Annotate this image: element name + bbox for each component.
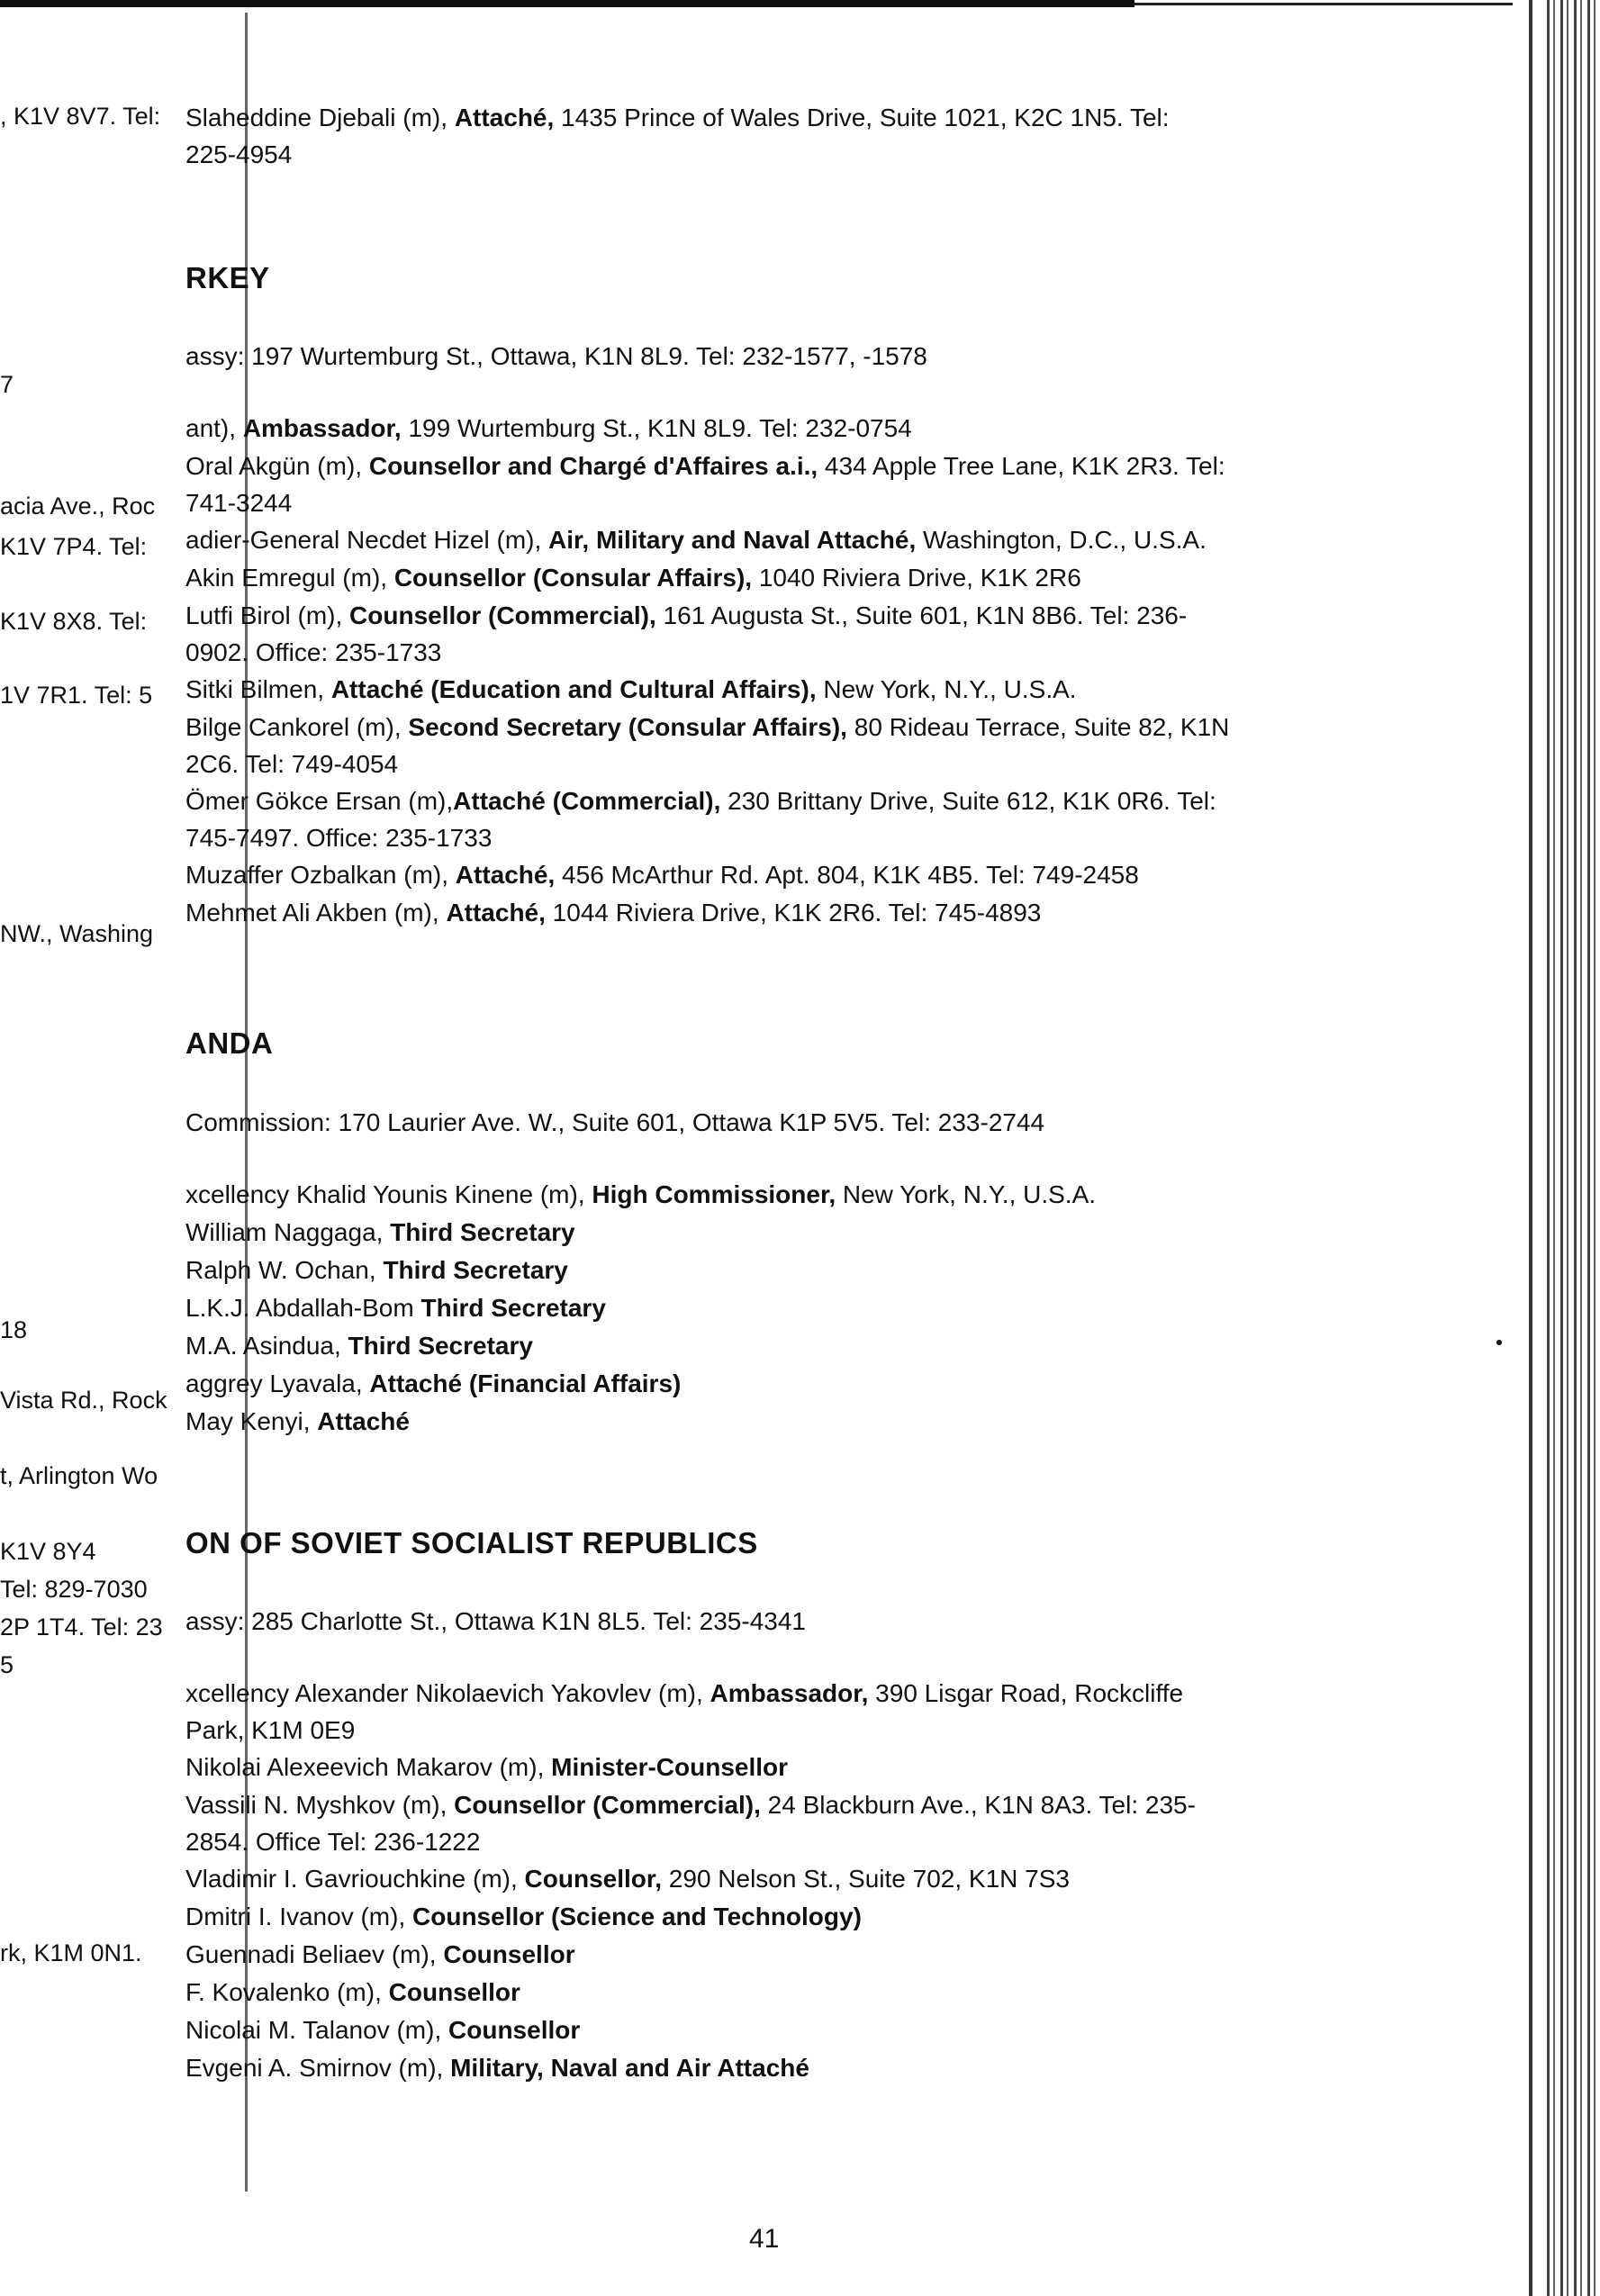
entry-name: adier-General Necdet Hizel (m), bbox=[185, 526, 549, 554]
entry-detail: 1435 Prince of Wales Drive, Suite 1021, K2C 1N5. Tel: bbox=[554, 104, 1170, 131]
entry-name: William Naggaga, bbox=[185, 1218, 391, 1246]
entry-name: ant), bbox=[185, 414, 243, 442]
entry-title: Third Secretary bbox=[348, 1332, 533, 1360]
entry bbox=[185, 2049, 1536, 2087]
left-fragment: 2P 1T4. Tel: 23 bbox=[0, 1614, 163, 1641]
entry bbox=[185, 1365, 1536, 1403]
entry-detail: 80 Rideau Terrace, Suite 82, K1N bbox=[846, 713, 1230, 741]
entry-name: L.K.J. Abdallah-Bom bbox=[185, 1294, 421, 1322]
left-fragment: K1V 8X8. Tel: bbox=[0, 608, 148, 635]
entry-name: Vassili N. Myshkov (m), bbox=[185, 1791, 455, 1819]
embassy-line: assy: 197 Wurtemburg St., Ottawa, K1N 8L9. Tel: 232-1577, -1578 bbox=[185, 342, 927, 370]
entry bbox=[185, 671, 1536, 709]
entry-title: Ambassador, bbox=[242, 414, 402, 442]
country-heading: RKEY bbox=[185, 261, 270, 294]
entry-name: M.A. Asindua, bbox=[185, 1332, 348, 1360]
entry-title: Military, Naval and Air Attaché bbox=[450, 2054, 809, 2082]
entry-title: Third Secretary bbox=[383, 1256, 568, 1284]
left-fragment: , K1V 8V7. Tel: bbox=[0, 103, 161, 130]
country-heading: ON OF SOVIET SOCIALIST REPUBLICS bbox=[185, 1526, 758, 1559]
left-fragment: 7 bbox=[0, 371, 14, 398]
entry-name: F. Kovalenko (m), bbox=[185, 1978, 389, 2006]
entry-detail: 390 Lisgar Road, Rockcliffe bbox=[868, 1679, 1184, 1707]
entry-title: Attaché (Financial Affairs) bbox=[369, 1369, 682, 1397]
entry-detail: 1044 Riviera Drive, K1K 2R6. Tel: 745-4893 bbox=[545, 899, 1042, 927]
section-uganda bbox=[185, 1026, 1536, 1061]
entry-name: Bilge Cankorel (m), bbox=[185, 713, 409, 741]
entry-detail: 24 Blackburn Ave., K1N 8A3. Tel: 235- bbox=[760, 1791, 1196, 1819]
entry-detail: New York, N.Y., U.S.A. bbox=[836, 1180, 1097, 1208]
entry-detail: 456 McArthur Rd. Apt. 804, K1K 4B5. Tel: 749-2458 bbox=[555, 861, 1139, 889]
entry-continuation: 2C6. Tel: 749-4054 bbox=[185, 750, 399, 778]
entry-name: xcellency Alexander Nikolaevich Yakovlev (m), bbox=[185, 1679, 710, 1707]
entry-title: Counsellor and Chargé d'Affaires a.i., bbox=[368, 452, 818, 480]
entry-title: Attaché, bbox=[446, 899, 546, 927]
entry-title: Ambassador, bbox=[710, 1679, 869, 1707]
entry-continuation: Park, K1M 0E9 bbox=[185, 1716, 356, 1744]
ussr-entries bbox=[185, 1675, 1536, 2087]
entry-continuation: 2854. Office Tel: 236-1222 bbox=[185, 1828, 481, 1856]
entry-title: Third Secretary bbox=[390, 1218, 575, 1246]
scan-top-edge bbox=[0, 0, 1134, 7]
entry-name: Vladimir I. Gavriouchkine (m), bbox=[185, 1865, 525, 1893]
entry bbox=[185, 2011, 1536, 2049]
entry-title: Third Secretary bbox=[420, 1294, 606, 1322]
embassy-line: Commission: 170 Laurier Ave. W., Suite 601, Ottawa K1P 5V5. Tel: 233-2744 bbox=[185, 1108, 1045, 1136]
entry-continuation: 0902. Office: 235-1733 bbox=[185, 638, 442, 666]
entry bbox=[185, 447, 1536, 485]
entry-detail: 290 Nelson St., Suite 702, K1N 7S3 bbox=[662, 1865, 1070, 1893]
left-fragment: t, Arlington Wo bbox=[0, 1462, 158, 1489]
entry-title: Attaché, bbox=[455, 861, 556, 889]
entry-detail: 230 Brittany Drive, Suite 612, K1K 0R6. Tel: bbox=[720, 787, 1216, 815]
entry bbox=[185, 1327, 1536, 1365]
entry bbox=[185, 559, 1536, 597]
entry-detail: Washington, D.C., U.S.A. bbox=[916, 526, 1207, 554]
entry bbox=[185, 521, 1536, 559]
entry-title: Air, Military and Naval Attaché, bbox=[548, 526, 917, 554]
entry bbox=[185, 1749, 1536, 1786]
entry-title: Counsellor bbox=[388, 1978, 520, 2006]
embassy-line: assy: 285 Charlotte St., Ottawa K1N 8L5. Tel: 235-4341 bbox=[185, 1607, 806, 1635]
country-heading: ANDA bbox=[185, 1026, 274, 1060]
entry-name: Guennadi Beliaev (m), bbox=[185, 1940, 444, 1968]
entry bbox=[185, 1289, 1536, 1327]
entry-name: Slaheddine Djebali (m), bbox=[185, 104, 455, 131]
entry-title: Counsellor (Science and Technology) bbox=[412, 1903, 862, 1930]
entry-name: May Kenyi, bbox=[185, 1407, 318, 1435]
entry-title: Attaché, bbox=[454, 104, 555, 131]
entry-name: Mehmet Ali Akben (m), bbox=[185, 899, 447, 927]
entry-title: Attaché bbox=[317, 1407, 410, 1435]
left-fragment: NW., Washing bbox=[0, 920, 154, 947]
turkey-entries bbox=[185, 410, 1536, 932]
page-number: 41 bbox=[749, 2224, 780, 2254]
entry-name: xcellency Khalid Younis Kinene (m), bbox=[185, 1180, 592, 1208]
entry-title: Counsellor bbox=[443, 1940, 575, 1968]
left-fragment: 5 bbox=[0, 1651, 14, 1678]
entry-name: Oral Akgün (m), bbox=[185, 452, 369, 480]
entry-title: Counsellor (Commercial), bbox=[454, 1791, 761, 1819]
entry-title: Counsellor, bbox=[524, 1865, 663, 1893]
entry-name: Akin Emregul (m), bbox=[185, 564, 394, 592]
entry-title: Attaché (Commercial), bbox=[453, 787, 721, 815]
entry bbox=[185, 1974, 1536, 2011]
scan-right-edge bbox=[1541, 0, 1600, 2296]
entry-continuation: 225-4954 bbox=[185, 140, 293, 168]
entry-name: Muzaffer Ozbalkan (m), bbox=[185, 861, 456, 889]
entry bbox=[185, 709, 1536, 746]
turkey-embassy bbox=[185, 338, 1536, 375]
left-fragment: Vista Rd., Rock bbox=[0, 1387, 167, 1414]
section-ussr bbox=[185, 1526, 1536, 1560]
entry-detail: 161 Augusta St., Suite 601, K1N 8B6. Tel: 236- bbox=[655, 601, 1188, 629]
entry bbox=[185, 1176, 1536, 1214]
entry-continuation: 741-3244 bbox=[185, 489, 293, 517]
entry-detail: 199 Wurtemburg St., K1N 8L9. Tel: 232-0754 bbox=[401, 414, 912, 442]
entry bbox=[185, 1252, 1536, 1289]
entry bbox=[185, 894, 1536, 932]
entry-continuation: 745-7497. Office: 235-1733 bbox=[185, 824, 493, 852]
left-fragment: 18 bbox=[0, 1316, 28, 1343]
entry bbox=[185, 1860, 1536, 1898]
entry-title: High Commissioner, bbox=[592, 1180, 836, 1208]
entry bbox=[185, 1898, 1536, 1936]
entry bbox=[185, 1786, 1536, 1824]
left-fragment: acia Ave., Roc bbox=[0, 493, 156, 520]
entry-name: Lutfi Birol (m), bbox=[185, 601, 350, 629]
entry-title: Counsellor bbox=[448, 2016, 581, 2044]
entry-title: Minister-Counsellor bbox=[551, 1753, 789, 1781]
uganda-embassy bbox=[185, 1104, 1536, 1142]
left-fragment: Tel: 829-7030 bbox=[0, 1576, 148, 1603]
section-tunisia-tail bbox=[185, 99, 1536, 173]
entry bbox=[185, 99, 1536, 137]
entry-title: Attaché (Education and Cultural Affairs), bbox=[330, 675, 817, 703]
entry-name: Evgeni A. Smirnov (m), bbox=[185, 2054, 451, 2082]
entry-name: Ömer Gökce Ersan (m), bbox=[185, 787, 454, 815]
uganda-entries bbox=[185, 1176, 1536, 1441]
entry-detail: New York, N.Y., U.S.A. bbox=[816, 675, 1077, 703]
entry-name: aggrey Lyavala, bbox=[185, 1369, 370, 1397]
entry bbox=[185, 856, 1536, 894]
entry-title: Second Secretary (Consular Affairs), bbox=[408, 713, 847, 741]
left-fragment: 1V 7R1. Tel: 5 bbox=[0, 682, 153, 709]
left-fragment: K1V 7P4. Tel: bbox=[0, 533, 148, 560]
entry-title: Counsellor (Commercial), bbox=[349, 601, 656, 629]
entry bbox=[185, 1675, 1536, 1713]
entry-name: Nikolai Alexeevich Makarov (m), bbox=[185, 1753, 552, 1781]
entry bbox=[185, 597, 1536, 635]
scan-top-edge-thin bbox=[1134, 3, 1513, 5]
left-fragment: rk, K1M 0N1. bbox=[0, 1939, 142, 1966]
entry-name: Dmitri I. Ivanov (m), bbox=[185, 1903, 413, 1930]
entry-name: Nicolai M. Talanov (m), bbox=[185, 2016, 449, 2044]
entry bbox=[185, 1936, 1536, 1974]
left-fragment: K1V 8Y4 bbox=[0, 1538, 96, 1565]
entry-name: Sitki Bilmen, bbox=[185, 675, 331, 703]
section-turkey bbox=[185, 261, 1536, 295]
entry-title: Counsellor (Consular Affairs), bbox=[393, 564, 753, 592]
entry bbox=[185, 1403, 1536, 1441]
entry-name: Ralph W. Ochan, bbox=[185, 1256, 384, 1284]
entry-detail: 1040 Riviera Drive, K1K 2R6 bbox=[752, 564, 1081, 592]
entry bbox=[185, 1214, 1536, 1252]
ussr-embassy bbox=[185, 1603, 1536, 1641]
entry-detail: 434 Apple Tree Lane, K1K 2R3. Tel: bbox=[818, 452, 1225, 480]
entry bbox=[185, 782, 1536, 820]
entry bbox=[185, 410, 1536, 447]
